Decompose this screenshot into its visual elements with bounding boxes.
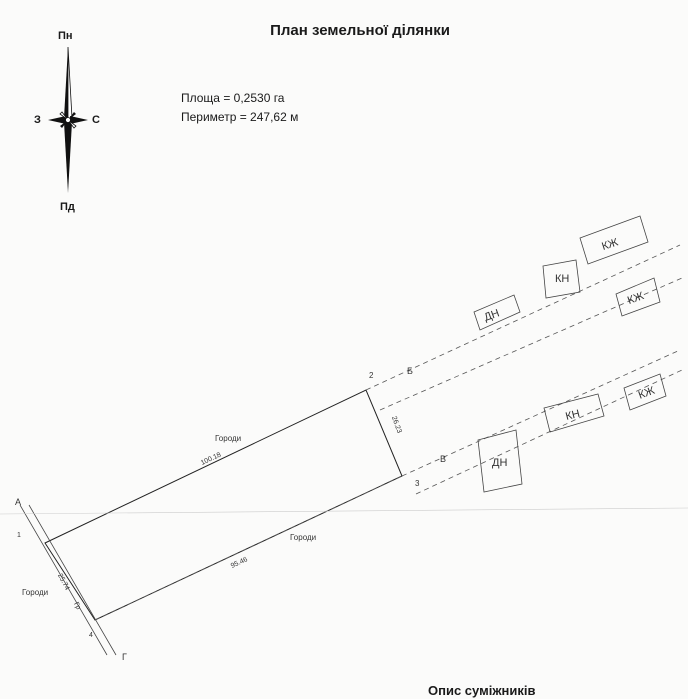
building-label-kzh-3: КЖ xyxy=(636,384,657,402)
gardens-label-top: Городи xyxy=(215,434,242,443)
building-label-dn-1: ДН xyxy=(482,307,502,324)
page-title: План земельної ділянки xyxy=(270,22,450,39)
compass-south-label: Пд xyxy=(60,201,75,213)
building-label-kzh-2: КЖ xyxy=(625,290,646,307)
gardens-label-bottom: Городи xyxy=(290,533,317,542)
building-label-dn-2: ДН xyxy=(492,457,508,469)
dimension-side-right: 26.23 xyxy=(389,415,403,435)
paper-fold-line xyxy=(0,508,688,514)
neighbor-v-label: В xyxy=(440,454,447,464)
point-1-label: 1 xyxy=(17,532,21,539)
compass-west-label: З xyxy=(34,114,41,126)
building-label-kzh-1: КЖ xyxy=(600,236,620,254)
compass-north-label: Пн xyxy=(58,30,73,42)
building-label-kn-1: КН xyxy=(555,273,570,285)
building-label-kn-2: КН xyxy=(564,407,582,423)
neighbors-description-title: Опис суміжників xyxy=(428,683,536,698)
neighbor-g-label: Г xyxy=(122,652,127,662)
area-text: Площа = 0,2530 га xyxy=(181,91,285,105)
perimeter-text: Периметр = 247,62 м xyxy=(181,110,299,124)
compass-east-label: С xyxy=(92,114,100,126)
neighbor-b-label: Б xyxy=(407,366,413,376)
compass-rose-icon xyxy=(48,47,88,193)
point-3-label: 3 xyxy=(415,479,420,488)
building-outlines xyxy=(474,216,666,492)
plot-boundary xyxy=(45,390,402,620)
point-4-label: 4 xyxy=(89,632,93,639)
left-boundary-strip xyxy=(20,505,116,655)
dimension-side-top: 100.18 xyxy=(199,451,223,467)
neighbor-dashed-strips xyxy=(95,245,682,620)
point-2-label: 2 xyxy=(369,371,374,380)
gardens-label-left: Городи xyxy=(22,588,49,597)
dimension-side-bottom: 95.46 xyxy=(229,556,249,570)
dimension-side-left: 25.74 xyxy=(56,572,71,592)
gr-label: Гр xyxy=(72,601,82,611)
neighbor-a-label: А xyxy=(15,497,22,507)
